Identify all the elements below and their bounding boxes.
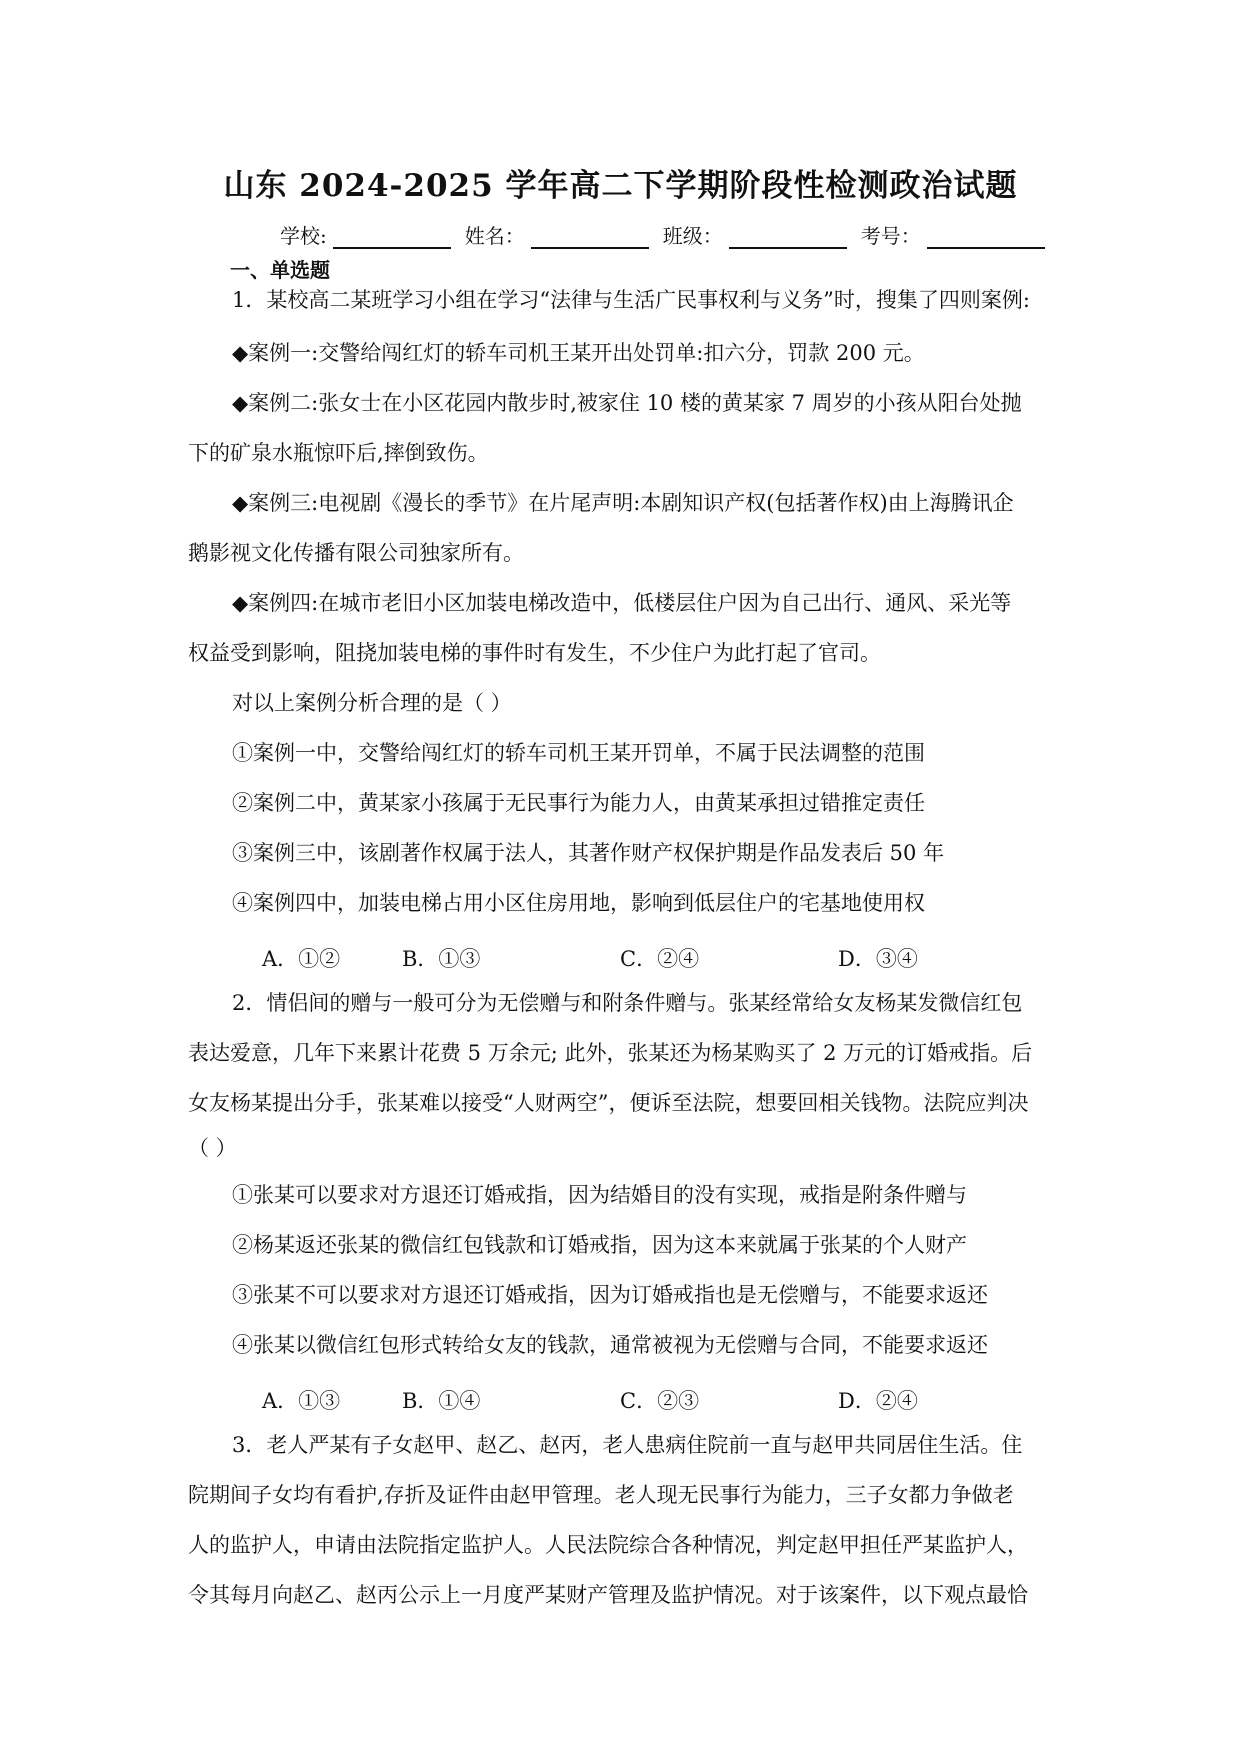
school-blank[interactable] bbox=[333, 225, 451, 249]
name-blank[interactable] bbox=[531, 225, 649, 249]
q2-stem-line2: 表达爱意，几年下来累计花费 5 万余元; 此外，张某还为杨某购买了 2 万元的订婚戒指。后 bbox=[188, 1041, 1033, 1065]
q1-statement-3: ③案例三中，该剧著作权属于法人，其著作财产权保护期是作品发表后 50 年 bbox=[232, 841, 945, 865]
q1-choice-d[interactable]: D．③④ bbox=[838, 947, 918, 971]
q1-case4-line1: ◆案例四:在城市老旧小区加装电梯改造中，低楼层住户因为自己出行、通风、采光等 bbox=[232, 591, 1012, 615]
q3-stem-line1: 3．老人严某有子女赵甲、赵乙、赵丙，老人患病住院前一直与赵甲共同居住生活。住 bbox=[232, 1433, 1023, 1457]
q3-stem-line2: 院期间子女均有看护,存折及证件由赵甲管理。老人现无民事行为能力，三子女都力争做老 bbox=[188, 1483, 1014, 1507]
q1-choice-b[interactable]: B．①③ bbox=[402, 947, 481, 971]
exam-no-label: 考号： bbox=[860, 224, 921, 248]
q1-statement-4: ④案例四中，加装电梯占用小区住房用地，影响到低层住户的宅基地使用权 bbox=[232, 891, 925, 915]
q2-choice-c[interactable]: C．②③ bbox=[620, 1389, 700, 1413]
name-label: 姓名： bbox=[464, 224, 525, 248]
q1-choice-a[interactable]: A．①② bbox=[262, 947, 341, 971]
class-label: 班级： bbox=[662, 224, 723, 248]
q2-stem-line1: 2．情侣间的赠与一般可分为无偿赠与和附条件赠与。张某经常给女友杨某发微信红包 bbox=[232, 991, 1023, 1015]
q2-choice-d[interactable]: D．②④ bbox=[838, 1389, 918, 1413]
q1-choice-c[interactable]: C．②④ bbox=[620, 947, 700, 971]
q1-case3-line2: 鹅影视文化传播有限公司独家所有。 bbox=[188, 541, 524, 565]
q1-case2-line1: ◆案例二:张女士在小区花园内散步时,被家住 10 楼的黄某家 7 周岁的小孩从阳台处抛 bbox=[232, 391, 1022, 415]
q1-stem: 1．某校高二某班学习小组在学习“法律与生活广民事权利与义务”时，搜集了四则案例: bbox=[232, 288, 1030, 312]
q2-choice-b[interactable]: B．①④ bbox=[402, 1389, 481, 1413]
page-title: 山东 2024-2025 学年高二下学期阶段性检测政治试题 bbox=[223, 168, 1018, 204]
q2-stem-line3: 女友杨某提出分手，张某难以接受“人财两空”，便诉至法院，想要回相关钱物。法院应判决 bbox=[188, 1091, 1029, 1115]
q1-case3-line1: ◆案例三:电视剧《漫长的季节》在片尾声明:本剧知识产权(包括著作权)由上海腾讯企 bbox=[232, 491, 1014, 515]
q1-question: 对以上案例分析合理的是（ ） bbox=[232, 691, 512, 715]
q2-choice-a[interactable]: A．①③ bbox=[262, 1389, 341, 1413]
school-label: 学校: bbox=[280, 224, 327, 248]
q2-statement-2: ②杨某返还张某的微信红包钱款和订婚戒指，因为这本来就属于张某的个人财产 bbox=[232, 1233, 967, 1257]
q1-case1: ◆案例一:交警给闯红灯的轿车司机王某开出处罚单:扣六分，罚款 200 元。 bbox=[232, 341, 925, 365]
q1-statement-1: ①案例一中，交警给闯红灯的轿车司机王某开罚单，不属于民法调整的范围 bbox=[232, 741, 925, 765]
q1-statement-2: ②案例二中，黄某家小孩属于无民事行为能力人，由黄某承担过错推定责任 bbox=[232, 791, 925, 815]
q2-statement-1: ①张某可以要求对方退还订婚戒指，因为结婚目的没有实现，戒指是附条件赠与 bbox=[232, 1183, 967, 1207]
q2-statement-3: ③张某不可以要求对方退还订婚戒指，因为订婚戒指也是无偿赠与，不能要求返还 bbox=[232, 1283, 988, 1307]
student-info-row bbox=[280, 220, 1053, 249]
exam-no-blank[interactable] bbox=[927, 225, 1045, 249]
q1-case2-line2: 下的矿泉水瓶惊吓后,摔倒致伤。 bbox=[188, 441, 489, 465]
section-heading: 一、单选题 bbox=[230, 258, 330, 282]
q3-stem-line3: 人的监护人，申请由法院指定监护人。人民法院综合各种情况，判定赵甲担任严某监护人， bbox=[188, 1533, 1028, 1557]
q2-stem-line4: （ ） bbox=[188, 1136, 237, 1160]
q2-statement-4: ④张某以微信红包形式转给女友的钱款，通常被视为无偿赠与合同，不能要求返还 bbox=[232, 1333, 988, 1357]
class-blank[interactable] bbox=[729, 225, 847, 249]
q3-stem-line4: 令其每月向赵乙、赵丙公示上一月度严某财产管理及监护情况。对于该案件，以下观点最恰 bbox=[188, 1583, 1028, 1607]
q1-case4-line2: 权益受到影响，阻挠加装电梯的事件时有发生，不少住户为此打起了官司。 bbox=[188, 641, 881, 665]
